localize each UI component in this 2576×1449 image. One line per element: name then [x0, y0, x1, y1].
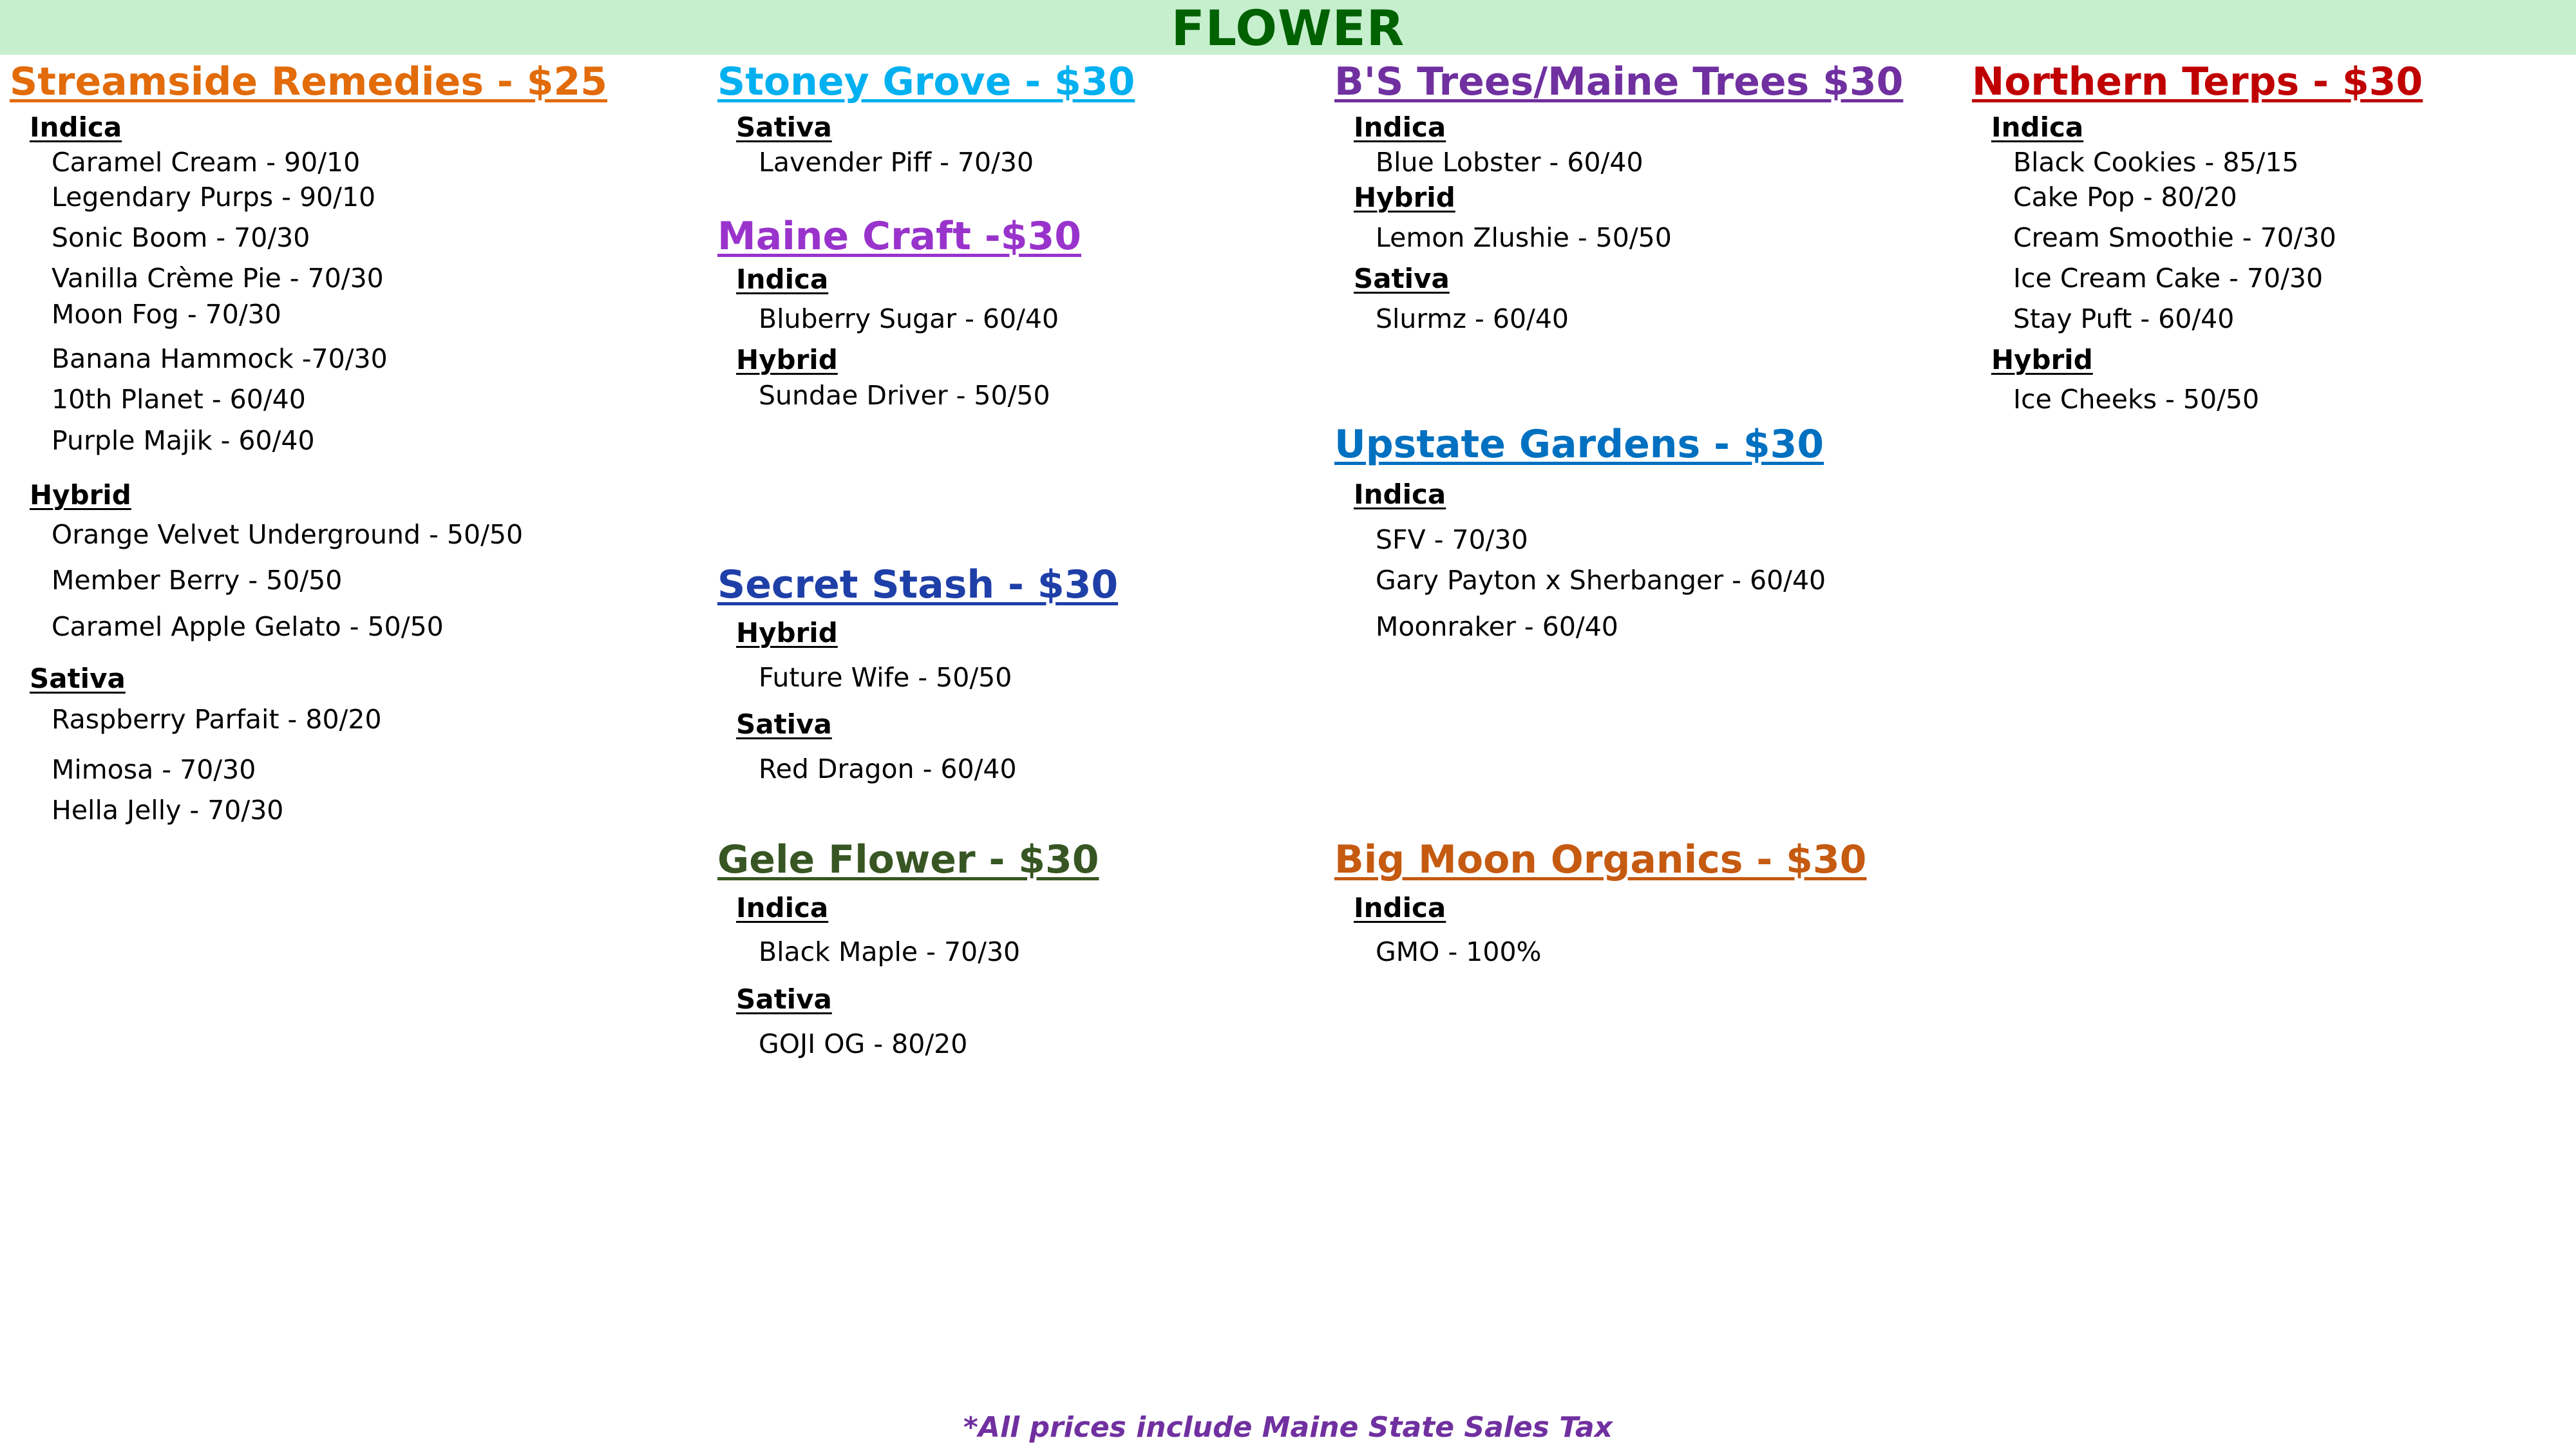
vendor-streamside-title: Streamside Remedies - $25	[10, 59, 607, 104]
strain-item: Ice Cheeks - 50/50	[2013, 384, 2260, 415]
category-indica-label: Indica	[1354, 892, 1446, 923]
vendor-bs-trees-title: B'S Trees/Maine Trees $30	[1334, 59, 1904, 104]
strain-item: GOJI OG - 80/20	[759, 1028, 968, 1059]
vendor-stoney-grove-title: Stoney Grove - $30	[717, 59, 1135, 104]
vendor-big-moon-title: Big Moon Organics - $30	[1334, 837, 1867, 882]
strain-item: Caramel Cream - 90/10	[52, 147, 361, 178]
category-hybrid-label: Hybrid	[1991, 344, 2093, 375]
strain-item: Blue Lobster - 60/40	[1376, 147, 1643, 178]
category-sativa-label: Sativa	[736, 111, 832, 143]
category-sativa-label: Sativa	[1354, 263, 1450, 294]
vendor-maine-craft-title: Maine Craft -$30	[717, 214, 1081, 259]
strain-item: Stay Puft - 60/40	[2013, 303, 2235, 334]
strain-item: Banana Hammock -70/30	[52, 343, 388, 374]
category-hybrid-label: Hybrid	[736, 617, 838, 649]
strain-item: Moon Fog - 70/30	[52, 299, 281, 330]
category-indica-label: Indica	[30, 111, 122, 143]
vendor-secret-stash-title: Secret Stash - $30	[717, 562, 1119, 607]
strain-item: 10th Planet - 60/40	[52, 384, 306, 415]
strain-item: Vanilla Crème Pie - 70/30	[52, 263, 384, 294]
strain-item: Gary Payton x Sherbanger - 60/40	[1376, 565, 1826, 596]
category-sativa-label: Sativa	[736, 708, 832, 740]
vendor-gele-flower-title: Gele Flower - $30	[717, 837, 1099, 882]
category-hybrid-label: Hybrid	[30, 479, 131, 511]
category-indica-label: Indica	[736, 892, 829, 923]
strain-item: Slurmz - 60/40	[1376, 303, 1569, 334]
strain-item: Ice Cream Cake - 70/30	[2013, 263, 2324, 294]
strain-item: SFV - 70/30	[1376, 524, 1528, 555]
strain-item: Future Wife - 50/50	[759, 662, 1012, 693]
strain-item: Lemon Zlushie - 50/50	[1376, 222, 1672, 253]
category-hybrid-label: Hybrid	[736, 344, 838, 375]
strain-item: Mimosa - 70/30	[52, 754, 256, 785]
strain-item: Legendary Purps - 90/10	[52, 182, 376, 213]
strain-item: Cake Pop - 80/20	[2013, 182, 2237, 213]
strain-item: Sundae Driver - 50/50	[759, 380, 1050, 411]
strain-item: Hella Jelly - 70/30	[52, 795, 284, 826]
category-indica-label: Indica	[1991, 111, 2084, 143]
strain-item: Cream Smoothie - 70/30	[2013, 222, 2336, 253]
strain-item: Caramel Apple Gelato - 50/50	[52, 611, 444, 642]
strain-item: Sonic Boom - 70/30	[52, 222, 310, 253]
strain-item: Black Cookies - 85/15	[2013, 147, 2299, 178]
strain-item: Member Berry - 50/50	[52, 565, 343, 596]
category-hybrid-label: Hybrid	[1354, 182, 1455, 213]
category-indica-label: Indica	[736, 263, 829, 295]
page-title: FLOWER	[1171, 0, 1405, 57]
category-indica-label: Indica	[1354, 478, 1446, 510]
strain-item: Purple Majik - 60/40	[52, 425, 315, 456]
strain-item: Red Dragon - 60/40	[759, 753, 1017, 784]
strain-item: Bluberry Sugar - 60/40	[759, 303, 1059, 334]
strain-item: Raspberry Parfait - 80/20	[52, 704, 382, 735]
category-sativa-label: Sativa	[736, 983, 832, 1015]
vendor-northern-terps-title: Northern Terps - $30	[1972, 59, 2423, 104]
category-sativa-label: Sativa	[30, 663, 126, 694]
strain-item: GMO - 100%	[1376, 936, 1542, 967]
strain-item: Moonraker - 60/40	[1376, 611, 1618, 642]
strain-item: Lavender Piff - 70/30	[759, 147, 1034, 178]
category-indica-label: Indica	[1354, 111, 1446, 143]
vendor-upstate-gardens-title: Upstate Gardens - $30	[1334, 422, 1824, 467]
tax-footnote: *All prices include Maine State Sales Tax	[963, 1411, 1613, 1444]
strain-item: Orange Velvet Underground - 50/50	[52, 519, 524, 550]
strain-item: Black Maple - 70/30	[759, 936, 1021, 967]
